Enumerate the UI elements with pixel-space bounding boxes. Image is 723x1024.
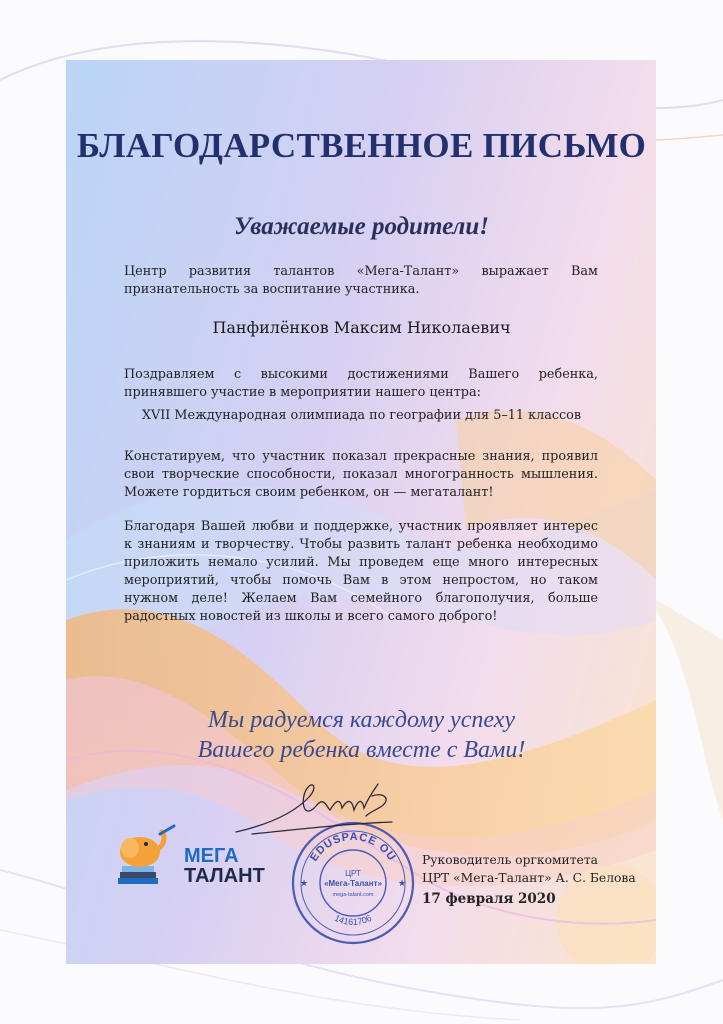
statement-paragraph: Констатируем, что участник показал прекрасные знания, проявил свои творческие способности, показал многогранность мышления. Можете гордиться своим ребенком, он — мегаталант! [124, 449, 598, 500]
svg-text:★: ★ [398, 879, 407, 889]
stamp-center-line-1: ЦРТ [345, 869, 361, 878]
slogan-line-2: Вашего ребенка вместе с Вами! [197, 737, 526, 763]
logo-word-mega: МЕГА [184, 845, 239, 867]
thanks-paragraph: Благодаря Вашей любви и поддержке, участник проявляет интерес к знаниям и творчеству. Чтобы развить талант ребенка необходимо приложить немало усилий. Мы проведем еще много интересных мероприятий, чтобы помочь Вам в этом непростом, но таком нужном деле! Желаем Вам семейного благополучия, больше радостных новостей из школы и всего самого доброго! [124, 519, 598, 624]
signature [232, 776, 402, 846]
logo-word-talant: ТАЛАНТ [184, 865, 265, 887]
intro-line-1: Центр развития талантов «Мега-Талант» выражает Вам [124, 264, 598, 279]
svg-text:★: ★ [300, 879, 309, 889]
stamp-center-line-2: «Мега-Талант» [324, 879, 382, 888]
stamp-number: 14161706 [332, 912, 374, 928]
issue-date: 17 февраля 2020 [422, 891, 556, 907]
signatory-role: Руководитель оргкомитета [422, 853, 598, 867]
slogan-line-1: Мы радуемся каждому успеху [208, 707, 515, 733]
stamp-top-text: EDUSPACE OÜ [307, 830, 399, 864]
elephant-icon [118, 826, 174, 884]
greeting: Уважаемые родители! [233, 213, 490, 240]
svg-text:14161706 [333, 913, 373, 927]
signatory-name: ЦРТ «Мега-Талант» А. С. Белова [422, 871, 636, 885]
letter-title: БЛАГОДАРСТВЕННОЕ ПИСЬМО [76, 126, 647, 165]
congrats-paragraph: Поздравляем с высокими достижениями Вашего ребенка, принявшего участие в мероприятии нашего центра: [124, 367, 598, 400]
intro-line-2: признательность за воспитание участника. [124, 282, 420, 297]
stamp-url: mega-talant.com [332, 892, 374, 898]
event-title: XVII Международная олимпиада по географии для 5–11 классов [141, 408, 582, 423]
participant-name: Панфилёнков Максим Николаевич [212, 318, 511, 337]
